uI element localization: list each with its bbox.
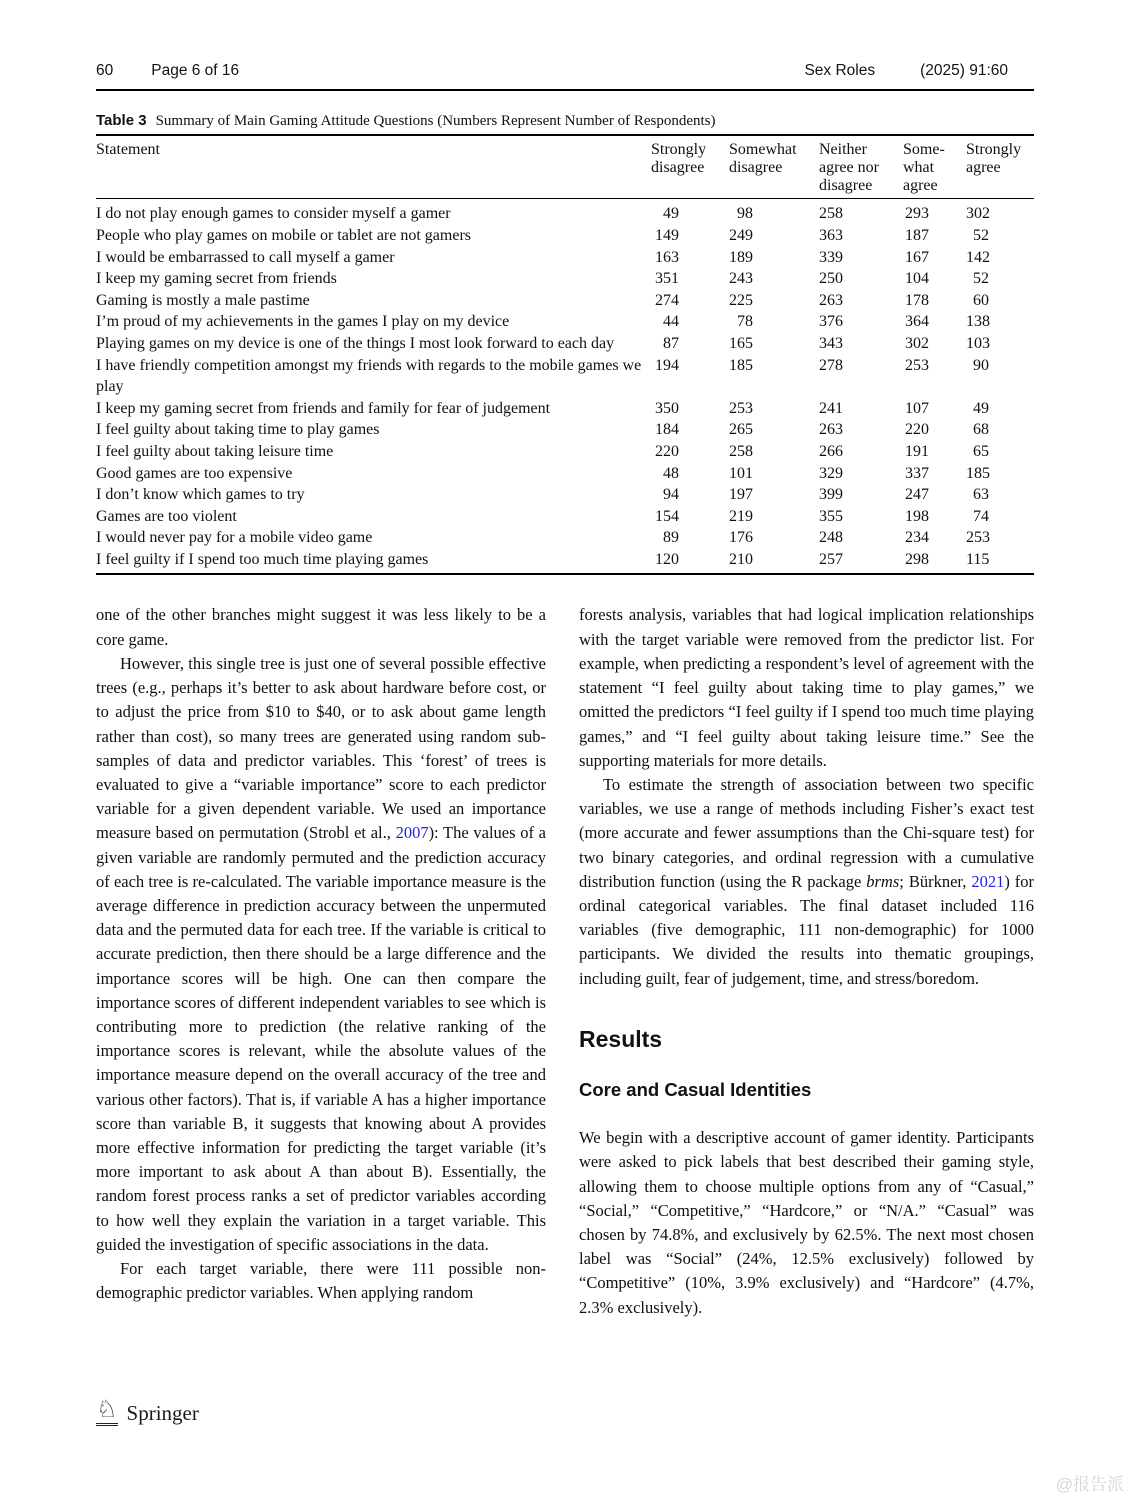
value-cell: 60 [973,291,989,309]
citation-link-burkner-2021[interactable]: 2021 [971,871,1005,891]
value-cell: 243 [729,270,753,288]
statement-cell: I would never pay for a mobile video game [96,529,373,547]
value-cell: 364 [905,313,929,331]
left-column [96,603,546,1319]
value-cell: 154 [655,507,679,525]
col-header-neither: Neither agree nor disagree [819,135,903,199]
value-cell: 191 [905,442,929,460]
value-cell: 250 [819,270,843,288]
statement-cell: I don’t know which games to try [96,486,305,504]
table-label: Table 3 [96,112,147,129]
table-row [96,268,1034,290]
table-row [96,290,1034,312]
statement-cell: I have friendly competition amongst my friends with regards to the mobile games we play [96,356,642,396]
header-rule [96,89,1034,91]
value-cell: 253 [905,356,929,374]
value-cell: 302 [905,334,929,352]
value-cell: 163 [655,248,679,266]
value-cell: 278 [819,356,843,374]
body-paragraph [579,773,1034,991]
statement-cell: Playing games on my device is one of the things I most look forward to each day [96,334,615,352]
value-cell: 266 [819,442,843,460]
statement-cell: I feel guilty about taking leisure time [96,442,334,460]
value-cell: 363 [819,226,843,244]
publisher-name: Springer [126,1401,199,1425]
value-cell: 234 [905,529,929,547]
statement-cell: People who play games on mobile or tablet are not gamers [96,226,472,244]
value-cell: 185 [966,464,990,482]
value-cell: 198 [905,507,929,525]
running-head [96,0,1034,80]
value-cell: 253 [729,399,753,417]
paragraph-text: ) for ordinal categorical variables. The final dataset included 116 variables (five demographic, 111 non-demographic) for 1000 participants. We divided the results into thematic groupings, including guilt, fear of judgement, time, and stress/boredom. [579,871,1035,988]
value-cell: 176 [729,529,753,547]
statement-cell: Good games are too expensive [96,464,293,482]
table-row [96,199,1034,225]
page-label: Page 6 of 16 [151,62,240,79]
col-header-strongly-disagree: Strongly disagree [651,135,729,199]
value-cell: 103 [966,334,990,352]
value-cell: 74 [973,507,989,525]
value-cell: 343 [819,334,843,352]
table-caption [96,112,1034,130]
value-cell: 247 [905,486,929,504]
value-cell: 220 [905,421,929,439]
value-cell: 248 [819,529,843,547]
value-cell: 258 [729,442,753,460]
citation-link-strobl-2007[interactable]: 2007 [395,823,429,843]
statement-cell: I’m proud of my achievements in the games I play on my device [96,313,510,331]
body-paragraph: one of the other branches might suggest it was less likely to be a core game. [96,605,546,649]
value-cell: 187 [905,226,929,244]
statement-cell: I would be embarrassed to call myself a gamer [96,248,395,266]
table-row [96,441,1034,463]
statement-cell: I feel guilty about taking time to play games [96,421,380,439]
value-cell: 138 [966,313,990,331]
attitudes-table [96,134,1034,575]
table-row [96,311,1034,333]
value-cell: 220 [655,442,679,460]
section-heading-results: Results [579,1025,663,1052]
value-cell: 253 [966,529,990,547]
body-paragraph: For each target variable, there were 111 possible non-demographic predictor variables. When applying random [96,1258,546,1303]
value-cell: 329 [819,464,843,482]
value-cell: 274 [655,291,679,309]
table-row [96,527,1034,549]
value-cell: 94 [663,486,679,504]
value-cell: 210 [729,550,753,568]
value-cell: 263 [819,421,843,439]
statement-cell: I do not play enough games to consider myself a gamer [96,205,451,223]
value-cell: 189 [729,248,753,266]
statement-cell: I keep my gaming secret from friends [96,270,337,288]
col-header-somewhat-agree: Some-what agree [903,135,966,199]
issue-page-number: 60 [96,62,114,79]
table-row [96,398,1034,420]
table-row [96,419,1034,441]
value-cell: 298 [905,550,929,568]
body-paragraph: forests analysis, variables that had logical implication relationships with the target variable were removed from the predictor list. For example, when predicting a respondent’s level of agreement with the statement “I feel guilty about taking time to play games,” we omitted the predictors “I feel guilty if I spend too much time playing games,” and “I feel guilty about taking leisure time.” See the supporting materials for more details. [579,605,1034,770]
value-cell: 115 [966,550,990,568]
value-cell: 87 [663,334,679,352]
value-cell: 90 [973,356,989,374]
value-cell: 149 [655,226,679,244]
value-cell: 49 [973,399,989,417]
statement-cell: I feel guilty if I spend too much time playing games [96,550,429,568]
table-row [96,355,1034,398]
paragraph-text: To estimate the strength of association between two specific variables, we use a range of methods including Fisher’s exact test (more accurate and fewer assumptions than the Chi-square test) for two binary categories, and ordinal regression with a cumulative distribution function (using the R package [579,774,1034,891]
paragraph-text: ; Bürkner, [899,871,972,891]
value-cell: 98 [737,205,753,223]
table-caption-text: Summary of Main Gaming Attitude Questions (Numbers Represent Number of Respondents) [155,113,716,129]
value-cell: 101 [729,464,753,482]
value-cell: 293 [905,205,929,223]
value-cell: 258 [819,205,843,223]
col-header-somewhat-disagree: Somewhat disagree [729,135,819,199]
statement-cell: Gaming is mostly a male pastime [96,291,310,309]
body-paragraph [96,652,546,1257]
value-cell: 44 [663,313,679,331]
body-text [96,603,1034,1319]
value-cell: 52 [973,270,989,288]
value-cell: 184 [655,421,679,439]
value-cell: 197 [729,486,753,504]
table-row [96,549,1034,575]
value-cell: 142 [966,248,990,266]
paragraph-text: However, this single tree is just one of several possible effective trees (e.g., perhaps it’s better to ask about hardware before cost, or to adjust the price from $10 to $40, or to ask about game length rather than cost), so many trees are generated using random sub-samples of data and predictor variables. This ‘forest’ of trees is evaluated to give a “variable importance” score to each predictor variable for a given dependent variable. We used an importance measure based on permutation (Strobl et al., [96,653,546,843]
table-row [96,484,1034,506]
value-cell: 185 [729,356,753,374]
value-cell: 263 [819,291,843,309]
value-cell: 194 [655,356,679,374]
value-cell: 165 [729,334,753,352]
value-cell: 78 [737,313,753,331]
value-cell: 68 [973,421,989,439]
table-row [96,247,1034,269]
col-header-strongly-agree: Strongly agree [966,135,1034,199]
body-paragraph: We begin with a descriptive account of gamer identity. Participants were asked to pick labels that best described their gaming style, allowing them to choose multiple options from any of “Casual,” “Social,” “Competitive,” “Hardcore,” or “N/A.” “Casual” was chosen by 74.8%, and exclusively by 62.5%. The next most chosen label was “Social” (24%, 12.5% exclusively) followed by “Competitive” (10%, 3.9% exclusively) and “Hardcore” (4.7%, 2.3% exclusively). [579,1128,1034,1317]
springer-knight-icon: ♘ [96,1398,118,1426]
value-cell: 120 [655,550,679,568]
value-cell: 399 [819,486,843,504]
statement-cell: Games are too violent [96,507,237,525]
value-cell: 65 [973,442,989,460]
col-header-statement: Statement [96,135,651,199]
value-cell: 89 [663,529,679,547]
value-cell: 52 [973,226,989,244]
value-cell: 104 [905,270,929,288]
table-row [96,463,1034,485]
value-cell: 249 [729,226,753,244]
table-header-row [96,135,1034,199]
value-cell: 178 [905,291,929,309]
table-row [96,333,1034,355]
table-row [96,506,1034,528]
value-cell: 265 [729,421,753,439]
value-cell: 337 [905,464,929,482]
watermark: @报告派 [1055,1475,1124,1494]
statement-cell: I keep my gaming secret from friends and family for fear of judgement [96,399,551,417]
value-cell: 48 [663,464,679,482]
value-cell: 257 [819,550,843,568]
table-row [96,225,1034,247]
value-cell: 376 [819,313,843,331]
value-cell: 241 [819,399,843,417]
subsection-heading-core-casual: Core and Casual Identities [579,1078,812,1100]
value-cell: 167 [905,248,929,266]
publisher-footer [96,1398,199,1426]
value-cell: 63 [973,486,989,504]
value-cell: 351 [655,270,679,288]
value-cell: 339 [819,248,843,266]
value-cell: 107 [905,399,929,417]
value-cell: 49 [663,205,679,223]
value-cell: 355 [819,507,843,525]
value-cell: 225 [729,291,753,309]
value-cell: 302 [966,205,990,223]
right-column [579,603,1034,1319]
value-cell: 350 [655,399,679,417]
citation-info: (2025) 91:60 [920,62,1008,79]
journal-name: Sex Roles [804,62,876,79]
paragraph-text: ): The values of a given variable are randomly permuted and the prediction accuracy of each tree is re-calculated. The variable importance measure is the average difference in prediction accuracy between the unpermuted data and the permuted data for each tree. If the variable is critical to accurate prediction, then there should be a large difference and the importance scores will be high. One can then compare the importance scores of different independent variables to see which is contributing more to prediction (the relative ranking of the importance scores is relevant, while the absolute values of the importance measure depend on the overall accuracy of the tree and various other factors). That is, if variable A has a higher importance score than variable B, it suggests that knowing about A provides more effective information for predicting the target variable (it’s more important to ask about A than about B). Essentially, the random forest process ranks a set of predictor variables according to how well they explain the variation in a target variable. This guided the investigation of specific associations in the data. [96,823,547,1254]
value-cell: 219 [729,507,753,525]
package-name-brms: brms [866,871,900,891]
